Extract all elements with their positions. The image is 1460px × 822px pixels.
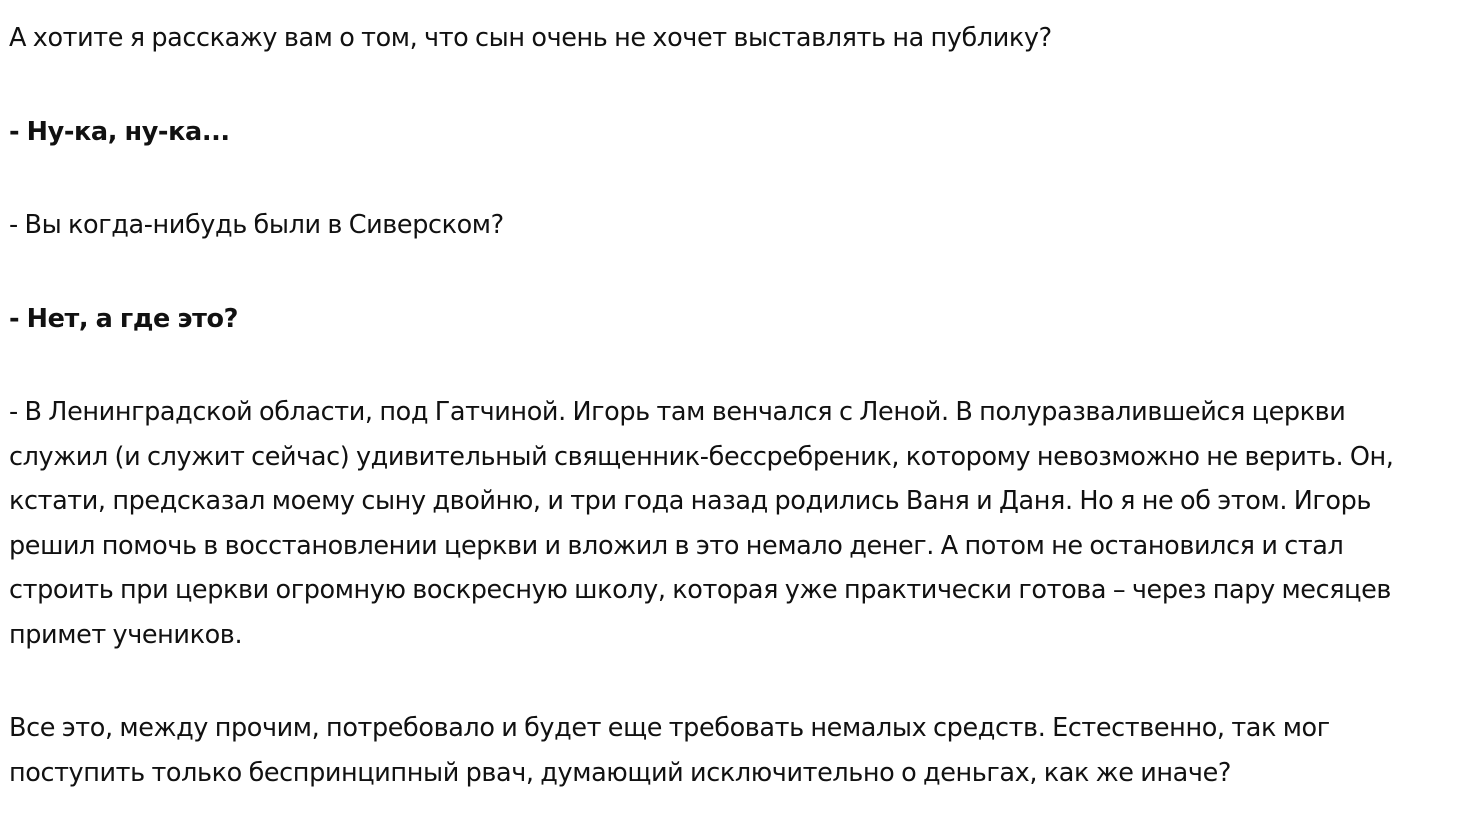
paragraph-conclusion: Все это, между прочим, потребовало и будет еще требовать немалых средств. Естественно, так мог поступить только беспринципный рвач, думающий исключительно о деньгах, как же иначе? [9,713,1330,788]
paragraph-interviewer-reply-1: - Ну-ка, ну-ка... [9,116,230,147]
paragraph-intro-question: А хотите я расскажу вам о том, что сын очень не хочет выставлять на публику? [9,23,1052,53]
article-text [9,16,1449,795]
paragraph-interviewer-reply-2: - Нет, а где это? [9,303,239,334]
paragraph-siversky-question: - Вы когда-нибудь были в Сиверском? [9,210,504,240]
paragraph-church-story: - В Ленинградской области, под Гатчиной. Игорь там венчался с Леной. В полуразвалившейся церкви служил (и служит сейчас) удивительный священник-бессребреник, которому невозможно не верить. Он, кстати, предсказал моему сыну двойню, и три года назад родились Ваня и Даня. Но я не об этом. Игорь решил помочь в восстановлении церкви и вложил в это немало денег. А потом не остановился и стал строить при церкви огромную воскресную школу, которая уже практически готова – через пару месяцев примет учеников. [9,397,1394,650]
